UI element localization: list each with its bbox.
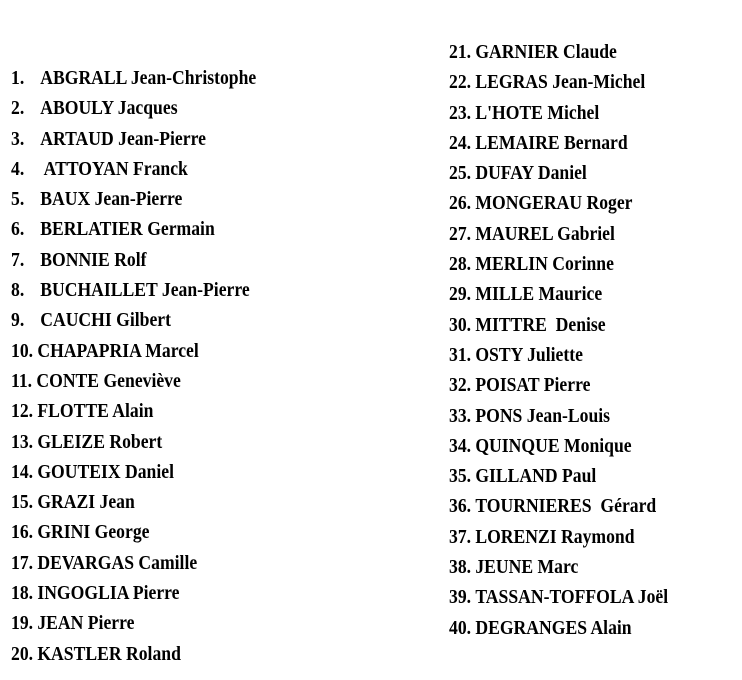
- item-number: 34.: [449, 434, 472, 457]
- item-number: 37.: [449, 525, 472, 548]
- item-number: 11.: [11, 369, 33, 392]
- list-item: [11, 184, 256, 214]
- item-number: 15.: [11, 491, 34, 514]
- item-number: 6.: [11, 218, 25, 241]
- person-name: JEUNE Marc: [475, 556, 579, 579]
- item-number: 28.: [449, 253, 472, 276]
- person-name: ATTOYAN Franck: [40, 157, 188, 180]
- list-item: [449, 552, 668, 582]
- person-name: INGOGLIA Pierre: [37, 582, 180, 605]
- list-item: [449, 431, 668, 461]
- item-number: 8.: [11, 279, 25, 302]
- item-number: 18.: [11, 582, 34, 605]
- list-item: [449, 310, 668, 340]
- person-name: CHAPAPRIA Marcel: [37, 339, 199, 362]
- person-name: MAUREL Gabriel: [475, 222, 615, 245]
- list-item: [449, 370, 668, 400]
- person-name: BERLATIER Germain: [40, 218, 215, 241]
- list-item: [11, 305, 256, 335]
- person-name: QUINQUE Monique: [475, 434, 632, 457]
- list-item: [11, 63, 256, 93]
- list-item: [11, 487, 256, 517]
- list-item: [449, 249, 668, 279]
- item-number: 30.: [449, 313, 472, 336]
- person-name: KASTLER Roland: [37, 642, 181, 665]
- list-item: [11, 366, 256, 396]
- item-number: 40.: [449, 616, 472, 639]
- item-number: 27.: [449, 222, 472, 245]
- person-name: LORENZI Raymond: [475, 525, 635, 548]
- person-name: POISAT Pierre: [475, 374, 591, 397]
- person-name: MITTRE Denise: [475, 313, 606, 336]
- person-name: OSTY Juliette: [475, 343, 583, 366]
- item-number: 1.: [11, 67, 25, 89]
- person-name: GRAZI Jean: [37, 491, 135, 514]
- list-item: [449, 188, 668, 218]
- item-number: 20.: [11, 642, 34, 665]
- person-name: MERLIN Corinne: [475, 253, 614, 276]
- person-name: GRINI George: [37, 521, 150, 544]
- item-number: 29.: [449, 283, 472, 306]
- list-item: [11, 517, 256, 547]
- person-name: CONTE Geneviève: [36, 369, 181, 392]
- list-item: [11, 245, 256, 275]
- person-name: CAUCHI Gilbert: [40, 309, 171, 332]
- person-name: DUFAY Daniel: [475, 162, 587, 185]
- list-item: [11, 93, 256, 123]
- person-name: LEGRAS Jean-Michel: [475, 71, 646, 94]
- item-number: 2.: [11, 97, 25, 120]
- list-item: [449, 340, 668, 370]
- list-item: [11, 214, 256, 244]
- list-item: [449, 128, 668, 158]
- list-item: [449, 522, 668, 552]
- item-number: 22.: [449, 71, 472, 94]
- person-name: ARTAUD Jean-Pierre: [40, 127, 206, 150]
- person-name: TASSAN-TOFFOLA Joël: [475, 586, 669, 609]
- list-item: [449, 158, 668, 188]
- item-number: 4.: [11, 157, 25, 180]
- person-name: GILLAND Paul: [475, 465, 597, 488]
- list-item: [449, 582, 668, 612]
- person-name: BAUX Jean-Pierre: [40, 188, 183, 211]
- name-list-left-column: [11, 63, 296, 669]
- list-item: [11, 578, 256, 608]
- list-item: [11, 608, 256, 638]
- item-number: 10.: [11, 339, 34, 362]
- item-number: 9.: [11, 309, 25, 332]
- name-list-right-column: [449, 37, 704, 643]
- person-name: BONNIE Rolf: [40, 248, 147, 271]
- person-name: FLOTTE Alain: [37, 400, 154, 423]
- person-name: GARNIER Claude: [475, 41, 617, 63]
- item-number: 5.: [11, 188, 25, 211]
- item-number: 25.: [449, 162, 472, 185]
- list-item: [449, 37, 668, 67]
- person-name: ABOULY Jacques: [40, 97, 178, 120]
- item-number: 31.: [449, 343, 472, 366]
- list-item: [11, 154, 256, 184]
- item-number: 16.: [11, 521, 34, 544]
- item-number: 26.: [449, 192, 472, 215]
- list-item: [449, 491, 668, 521]
- item-number: 35.: [449, 465, 472, 488]
- list-item: [11, 336, 256, 366]
- person-name: JEAN Pierre: [37, 612, 135, 635]
- person-name: TOURNIERES Gérard: [475, 495, 657, 518]
- person-name: MILLE Maurice: [475, 283, 603, 306]
- item-number: 12.: [11, 400, 34, 423]
- list-item: [449, 98, 668, 128]
- person-name: DEGRANGES Alain: [475, 616, 632, 639]
- item-number: 14.: [11, 460, 34, 483]
- list-item: [449, 219, 668, 249]
- item-number: 17.: [11, 551, 34, 574]
- list-item: [449, 279, 668, 309]
- person-name: MONGERAU Roger: [475, 192, 633, 215]
- item-number: 36.: [449, 495, 472, 518]
- list-item: [449, 613, 668, 643]
- person-name: L'HOTE Michel: [475, 101, 600, 124]
- item-number: 21.: [449, 41, 472, 63]
- item-number: 32.: [449, 374, 472, 397]
- list-item: [11, 548, 256, 578]
- item-number: 38.: [449, 556, 472, 579]
- item-number: 7.: [11, 248, 25, 271]
- item-number: 13.: [11, 430, 34, 453]
- item-number: 3.: [11, 127, 25, 150]
- person-name: GLEIZE Robert: [37, 430, 163, 453]
- person-name: DEVARGAS Camille: [37, 551, 198, 574]
- list-item: [449, 401, 668, 431]
- list-item: [11, 639, 256, 669]
- list-item: [11, 457, 256, 487]
- person-name: ABGRALL Jean-Christophe: [40, 67, 257, 89]
- person-name: LEMAIRE Bernard: [475, 131, 628, 154]
- item-number: 33.: [449, 404, 472, 427]
- item-number: 19.: [11, 612, 34, 635]
- item-number: 39.: [449, 586, 472, 609]
- item-number: 24.: [449, 131, 472, 154]
- person-name: BUCHAILLET Jean-Pierre: [40, 279, 250, 302]
- list-item: [11, 275, 256, 305]
- person-name: GOUTEIX Daniel: [37, 460, 174, 483]
- person-name: PONS Jean-Louis: [475, 404, 611, 427]
- item-number: 23.: [449, 101, 472, 124]
- list-item: [11, 124, 256, 154]
- list-item: [449, 461, 668, 491]
- list-item: [11, 396, 256, 426]
- list-item: [11, 427, 256, 457]
- list-item: [449, 67, 668, 97]
